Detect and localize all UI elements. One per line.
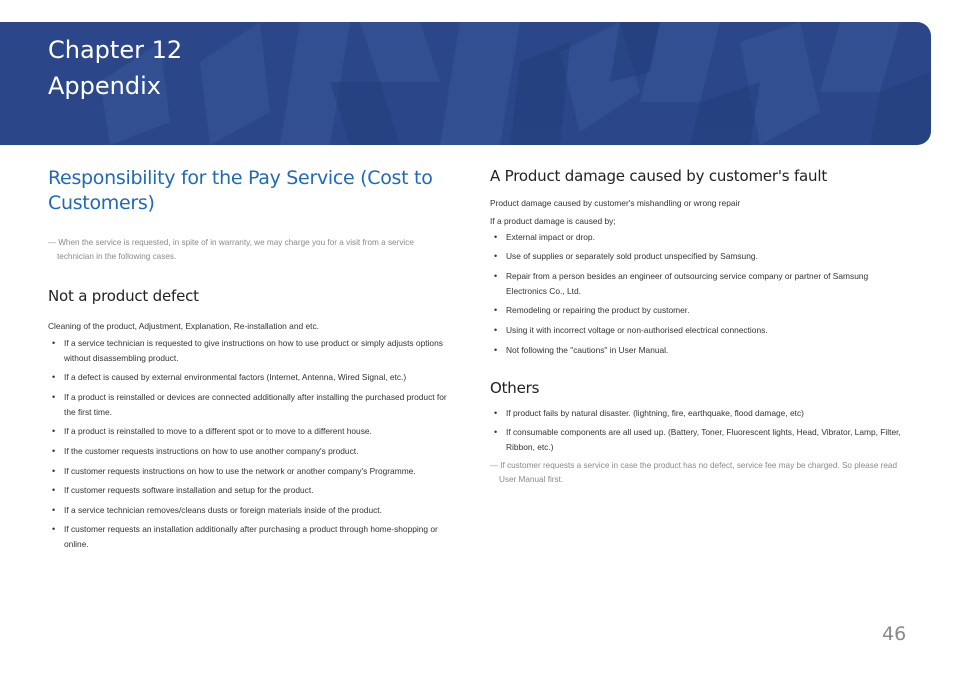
list-item: • Use of supplies or separately sold product unspecified by Samsung. [490,249,910,264]
list-item: • Remodeling or repairing the product by customer. [490,303,910,318]
defect-intro: Cleaning of the product, Adjustment, Explanation, Re-installation and etc. [48,321,319,331]
list-item: • If a product is reinstalled or devices are connected additionally after installing the purchased product for the first time. [48,390,448,420]
chapter-banner [0,22,931,145]
defect-heading: Not a product defect [48,287,199,305]
list-item: • If customer requests instructions on how to use the network or another company's Programme. [48,464,448,479]
right-column [490,166,910,487]
list-item: • If consumable components are all used up. (Battery, Toner, Fluorescent lights, Head, Vibrator, Lamp, Filter, Ribbon, etc.) [490,425,910,455]
left-column [48,166,448,552]
damage-list [490,230,910,358]
damage-heading: A Product damage caused by customer's fault [490,167,828,185]
list-item: • If the customer requests instructions on how to use another company's product. [48,444,448,459]
list-item: • Not following the "cautions" in User Manual. [490,343,910,358]
list-item: • If a service technician removes/cleans dusts or foreign materials inside of the product. [48,503,448,518]
list-item: • If product fails by natural disaster. (lightning, fire, earthquake, flood damage, etc) [490,406,910,421]
page-number: 46 [882,623,907,645]
section-title: Responsibility for the Pay Service (Cost to Customers) [48,167,433,214]
list-item: • If customer requests an installation additionally after purchasing a product through home-shopping or online. [48,522,448,552]
list-item: • If a product is reinstalled to move to a different spot or to move to a different house. [48,424,448,439]
others-list [490,406,910,456]
others-heading: Others [490,378,540,397]
others-note: — If customer requests a service in case the product has no defect, service fee may be charged. So please read User Manual first. [490,461,898,485]
defect-list [48,336,448,553]
list-item: • If a service technician is requested to give instructions on how to use product or simply adjusts options without disassembling product. [48,336,448,366]
chapter-name: Appendix [48,72,161,100]
note-dash-icon: — [490,461,499,471]
list-item: • If customer requests software installation and setup for the product. [48,483,448,498]
note-dash-icon: — [48,238,57,247]
damage-intro-1: Product damage caused by customer's mishandling or wrong repair [490,198,741,208]
list-item: • External impact or drop. [490,230,910,245]
list-item: • If a defect is caused by external environmental factors (Internet, Antenna, Wired Signal, etc.) [48,370,448,385]
list-item: • Using it with incorrect voltage or non-authorised electrical connections. [490,323,910,338]
chapter-number: Chapter 12 [48,36,183,64]
list-item: • Repair from a person besides an engineer of outsourcing service company or partner of Samsung Electronics Co., Ltd. [490,269,910,299]
warranty-note: — When the service is requested, in spite of in warranty, we may charge you for a visit from a service technician in the following cases. [48,238,414,261]
damage-intro-2: If a product damage is caused by; [490,216,616,226]
chapter-title [48,32,182,104]
